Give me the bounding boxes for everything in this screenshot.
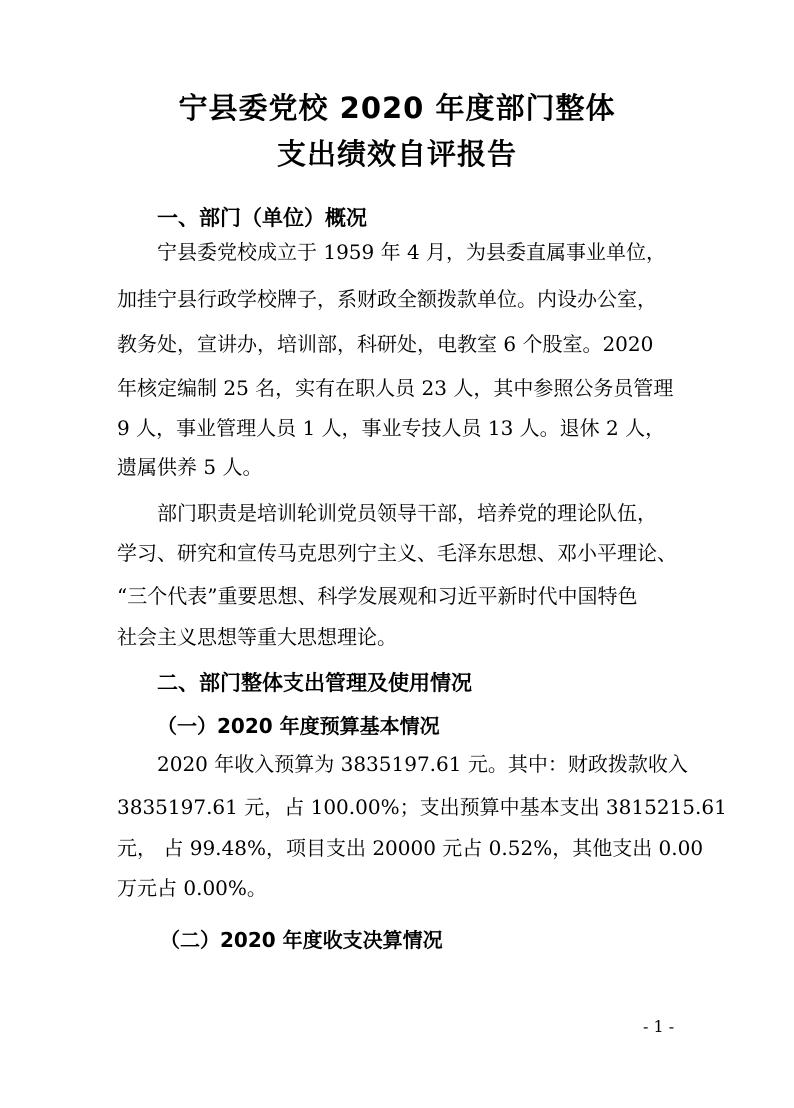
paragraph-line: 元， 占 99.48%，项目支出 20000 元占 0.52%，其他支出 0.00 <box>117 836 704 860</box>
document-title-line-1: 宁县委党校 2020 年度部门整体 <box>178 91 616 125</box>
paragraph-line: 3835197.61 元，占 100.00%；支出预算中基本支出 3815215.61 <box>117 795 727 819</box>
paragraph-line: 年核定编制 25 名，实有在职人员 23 人，其中参照公务员管理 <box>117 376 674 400</box>
paragraph-line: 社会主义思想等重大思想理论。 <box>117 625 397 649</box>
paragraph-line: 宁县委党校成立于 1959 年 4 月，为县委直属事业单位， <box>157 240 667 264</box>
paragraph-line: 9 人，事业管理人员 1 人，事业专技人员 13 人。退休 2 人， <box>117 416 666 440</box>
paragraph-line: 教务处，宣讲办，培训部，科研处，电教室 6 个股室。2020 <box>117 332 654 356</box>
section-2-heading: 二、部门整体支出管理及使用情况 <box>157 671 472 695</box>
paragraph-line: 部门职责是培训轮训党员领导干部，培养党的理论队伍， <box>157 501 657 525</box>
paragraph-line: 遗属供养 5 人。 <box>117 455 263 479</box>
subsection-1-heading: （一）2020 年度预算基本情况 <box>157 714 440 738</box>
page-number: - 1 - <box>643 1017 675 1036</box>
paragraph-line: 学习、研究和宣传马克思列宁主义、毛泽东思想、邓小平理论、 <box>117 541 677 565</box>
subsection-2-heading: （二）2020 年度收支决算情况 <box>160 928 443 952</box>
paragraph-line: 加挂宁县行政学校牌子，系财政全额拨款单位。内设办公室， <box>117 287 657 311</box>
section-1-heading: 一、部门（单位）概况 <box>157 206 367 230</box>
paragraph-line: “三个代表”重要思想、科学发展观和习近平新时代中国特色 <box>117 584 638 608</box>
document-title-line-2: 支出绩效自评报告 <box>276 137 517 171</box>
paragraph-line: 万元占 0.00%。 <box>117 876 267 900</box>
paragraph-line: 2020 年收入预算为 3835197.61 元。其中：财政拨款收入 <box>157 752 688 776</box>
